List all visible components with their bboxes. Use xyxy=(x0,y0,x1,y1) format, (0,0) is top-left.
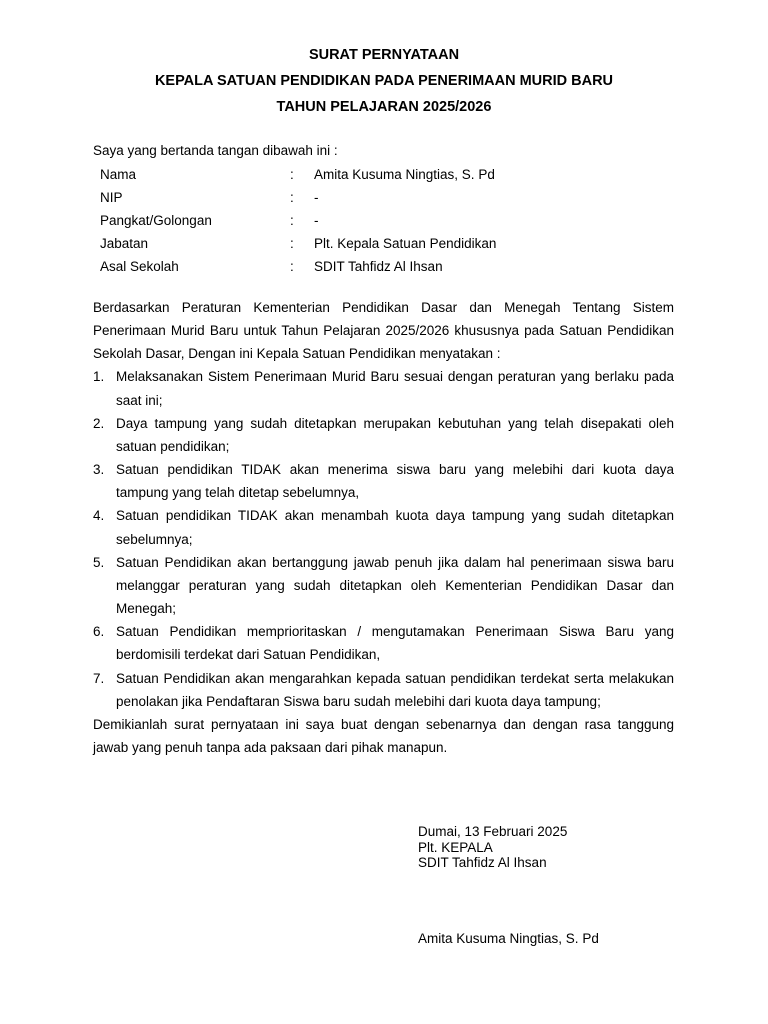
identity-value: - xyxy=(314,190,319,205)
list-item xyxy=(93,620,674,666)
identity-colon: : xyxy=(290,190,294,205)
list-number: 1. xyxy=(93,369,105,385)
identity-label: Jabatan xyxy=(100,236,149,251)
list-item xyxy=(93,365,674,411)
identity-table xyxy=(100,166,580,281)
list-number: 7. xyxy=(93,670,105,686)
identity-colon: : xyxy=(290,213,294,228)
identity-row-asal-sekolah xyxy=(100,258,580,281)
list-item xyxy=(93,667,674,713)
identity-row-pangkat xyxy=(100,212,580,235)
title-line-3: TAHUN PELAJARAN 2025/2026 xyxy=(276,99,492,115)
identity-colon: : xyxy=(290,167,294,182)
list-number: 2. xyxy=(93,415,105,431)
list-number: 4. xyxy=(93,508,105,524)
signer-position: Plt. KEPALA xyxy=(418,839,493,855)
title-line-1: SURAT PERNYATAAN xyxy=(308,47,460,63)
list-item xyxy=(93,504,674,550)
statement-body xyxy=(93,296,674,759)
identity-row-nama xyxy=(100,166,580,189)
list-text: Melaksanakan Sistem Penerimaan Murid Baru sesuai dengan peraturan yang berlaku pada saat ini; xyxy=(116,369,674,408)
identity-value: Amita Kusuma Ningtias, S. Pd xyxy=(314,167,495,182)
identity-label: NIP xyxy=(100,190,123,205)
identity-value: Plt. Kepala Satuan Pendidikan xyxy=(314,236,497,251)
identity-label: Pangkat/Golongan xyxy=(100,213,212,228)
signer-school: SDIT Tahfidz Al Ihsan xyxy=(418,855,547,870)
list-text: Satuan Pendidikan memprioritaskan / mengutamakan Penerimaan Siswa Baru yang berdomisili terdekat dari Satuan Pendidikan, xyxy=(116,624,674,663)
opening-paragraph: Berdasarkan Peraturan Kementerian Pendidikan Dasar dan Menegah Tentang Sistem Penerimaan Murid Baru untuk Tahun Pelajaran 2025/2026 khususnya pada Satuan Pendidikan Sekolah Dasar, Dengan ini Kepala Satuan Pendidikan menyatakan : xyxy=(93,300,674,362)
identity-label: Asal Sekolah xyxy=(100,259,179,274)
list-text: Daya tampung yang sudah ditetapkan merupakan kebutuhan yang telah disepakati oleh satuan pendidikan; xyxy=(116,415,674,454)
statement-list xyxy=(93,365,674,712)
list-item xyxy=(93,412,674,458)
document-title xyxy=(0,42,768,120)
list-item xyxy=(93,458,674,504)
intro-text: Saya yang bertanda tangan dibawah ini : xyxy=(93,143,338,158)
place-date: Dumai, 13 Februari 2025 xyxy=(418,824,568,839)
list-number: 5. xyxy=(93,554,105,570)
identity-value: - xyxy=(314,213,319,228)
list-text: Satuan pendidikan TIDAK akan menerima siswa baru yang melebihi dari kuota daya tampung yang telah ditetap sebelumnya, xyxy=(116,462,674,501)
identity-label: Nama xyxy=(100,167,137,182)
closing-paragraph: Demikianlah surat pernyataan ini saya buat dengan sebenarnya dan dengan rasa tanggung jawab yang penuh tanpa ada paksaan dari pihak manapun. xyxy=(93,716,674,755)
identity-value: SDIT Tahfidz Al Ihsan xyxy=(314,259,443,274)
list-number: 3. xyxy=(93,462,105,478)
list-text: Satuan Pendidikan akan bertanggung jawab penuh jika dalam hal penerimaan siswa baru melanggar peraturan yang sudah ditetapkan oleh Kementerian Pendidikan Dasar dan Menegah; xyxy=(116,554,674,617)
list-number: 6. xyxy=(93,624,105,640)
list-text: Satuan pendidikan TIDAK akan menambah kuota daya tampung yang sudah ditetapkan sebelumnya; xyxy=(116,508,674,547)
signer-name: Amita Kusuma Ningtias, S. Pd xyxy=(418,931,599,946)
list-text: Satuan Pendidikan akan mengarahkan kepada satuan pendidikan terdekat serta melakukan penolakan jika Pendaftaran Siswa baru sudah melebihi dari kuota daya tampung; xyxy=(116,670,674,709)
identity-row-jabatan xyxy=(100,235,580,258)
title-line-2: KEPALA SATUAN PENDIDIKAN PADA PENERIMAAN MURID BARU xyxy=(154,73,614,89)
identity-colon: : xyxy=(290,236,294,251)
signature-block xyxy=(418,824,567,871)
list-item xyxy=(93,551,674,620)
identity-colon: : xyxy=(290,259,294,274)
identity-row-nip xyxy=(100,189,580,212)
